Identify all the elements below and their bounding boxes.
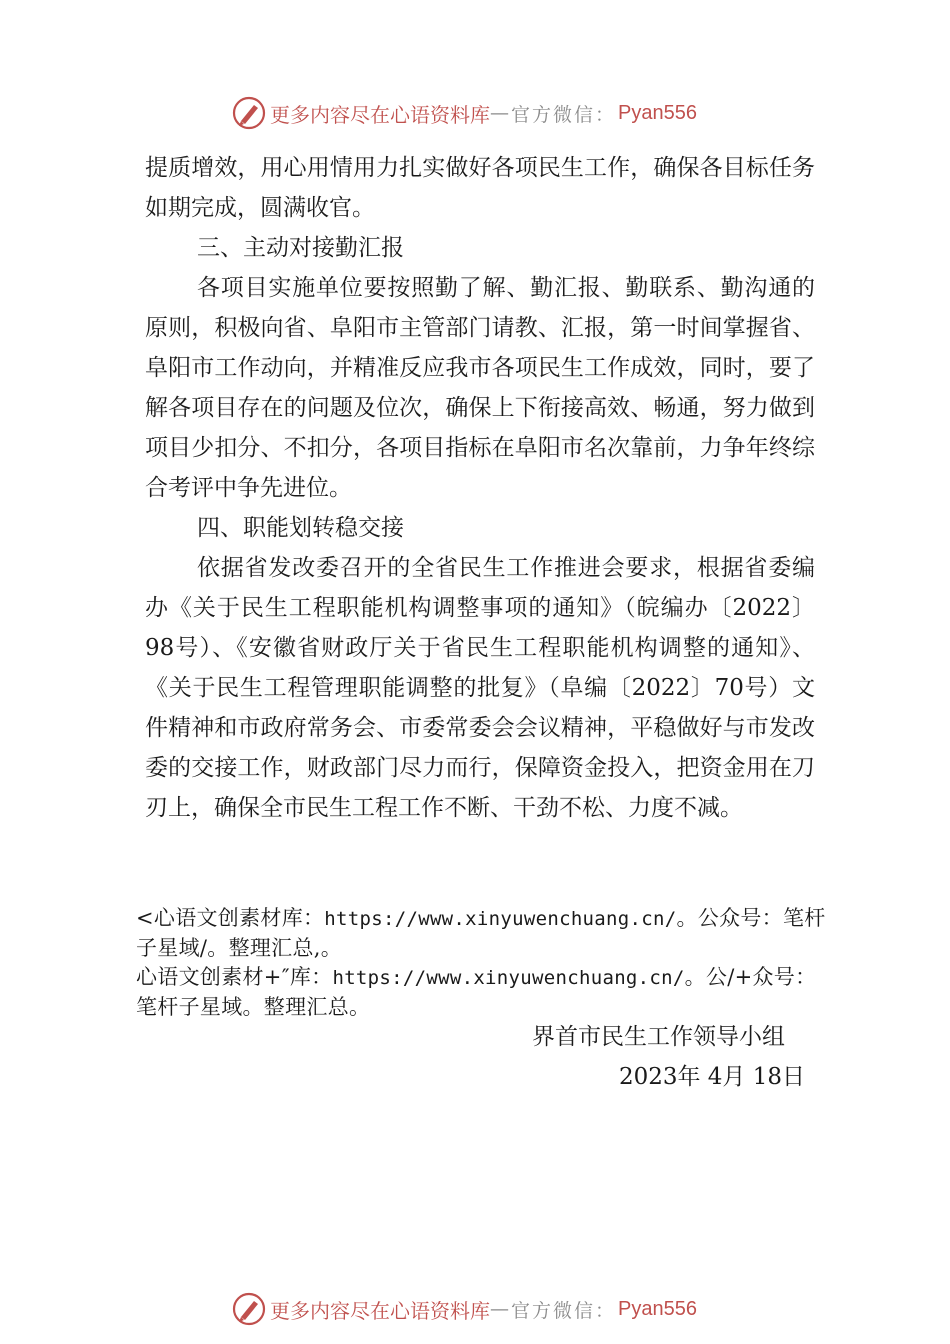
footer-dash: — [490,1298,511,1320]
source-note-1-suffix: 。公众号：笔杆子星域/。整理汇总,。 [136,906,826,960]
footer-wechat-label: 官方微信： [511,1299,617,1322]
header-banner [232,96,697,130]
banner-wechat-id: Pyan556 [618,101,697,124]
banner-brand-text: 更多内容尽在心语资料库 [270,102,490,127]
source-note-1-prefix: <心语文创素材库： [136,906,325,930]
source-note-line-1 [136,904,836,963]
footer-wechat-id: Pyan556 [618,1297,697,1320]
continuation-paragraph: 提质增效，用心用情用力扎实做好各项民生工作，确保各目标任务如期完成，圆满收官。 [145,155,815,221]
footer-banner [232,1292,697,1326]
source-note-1-url[interactable]: https://www.xinyuwenchuang.cn/ [324,908,677,930]
source-note-2-url[interactable]: https://www.xinyuwenchuang.cn/ [332,967,685,989]
section-4-heading: 四、职能划转稳交接 [197,515,404,541]
source-note-2-prefix: 心语文创素材+″库： [136,965,333,989]
banner-dash: — [490,102,511,124]
section-3-paragraph: 各项目实施单位要按照勤了解、勤汇报、勤联系、勤沟通的原则，积极向省、阜阳市主管部门请教、汇报，第一时间掌握省、阜阳市工作动向，并精准反应我市各项民生工作成效，同时，要了解各项目存在的问题及位次，确保上下衔接高效、畅通，努力做到项目少扣分、不扣分，各项目指标在阜阳市名次靠前，力争年终综合考评中争先进位。 [145,275,815,501]
source-note [136,904,836,1022]
signature-block [532,1017,805,1097]
banner-wechat-label: 官方微信： [511,103,617,126]
pen-logo-icon [232,1292,266,1326]
section-4-paragraph: 依据省发改委召开的全省民生工作推进会要求，根据省委编办《关于民生工程职能机构调整事项的通知》（皖编办〔2022〕98号）、《安徽省财政厅关于省民生工程职能机构调整的通知》、《关于民生工程管理职能调整的批复》（阜编〔2022〕70号）文件精神和市政府常务会、市委常委会会议精神，平稳做好与市发改委的交接工作，财政部门尽力而行，保障资金投入，把资金用在刀刃上，确保全市民生工程工作不断、干劲不松、力度不减。 [145,555,815,821]
source-note-2-suffix: 。公/+众号：笔杆子星域。整理汇总。 [136,965,817,1019]
pen-logo-icon [232,96,266,130]
footer-brand-text: 更多内容尽在心语资料库 [270,1298,490,1323]
signature-org: 界首市民生工作领导小组 [532,1024,785,1050]
document-body [145,148,815,828]
signature-date: 2023年 4月 18日 [618,1064,805,1090]
source-note-line-2 [136,963,836,1022]
section-3-heading: 三、主动对接勤汇报 [197,235,404,261]
